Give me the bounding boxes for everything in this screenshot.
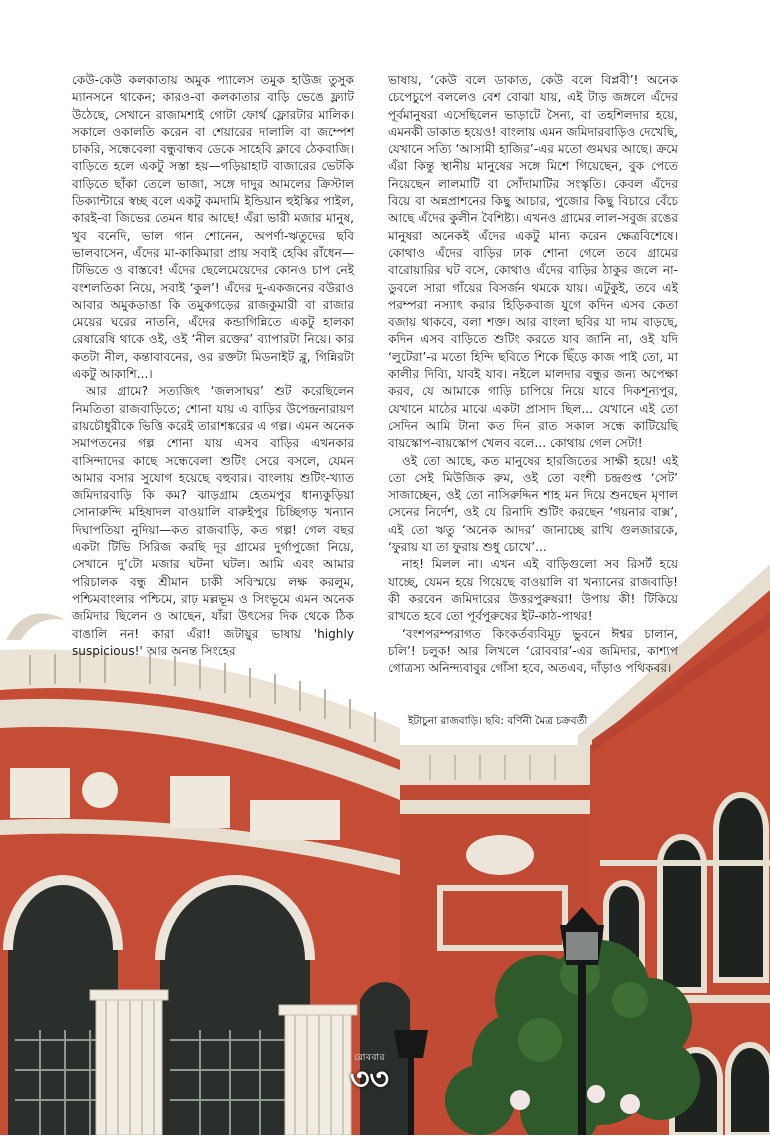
left-column — [72, 72, 354, 660]
right-paragraph: ভাষায়, ‘কেউ বলে ডাকাত, কেউ বলে বিপ্লবী’! অনেক চেপেচুপে বললেও বেশ বোঝা যায়, এই টাড় জঙ্গলে এঁদের পূর্বমানুষরা এসেছিলেন ভাড়াটে সৈন্য, বা তহশিলদার হয়ে, এমনকী ডাকাত হয়েও! বাংলায় এমন জমিদারবাড়িও দেখেছি, যেখানে সত্যি ‘আসামী হাজির’-এর মতো গুমঘর আছে। ক্রমে এঁরা কিন্তু স্থানীয় মানুষের সঙ্গে মিশে গিয়েছেন, বুক পেতে নিয়েছেন লালমাটি বা সোঁদামাটির সংস্কৃতি। কেবল এঁদের বিয়ে বা অন্নপ্রাশনের কিছু আচার, পুজোর কিছু বিচারে বেঁচে আছে এঁদের কুলীন বৈশিষ্ট্য। এখনও গ্রামের লাল-সবুজ রঙের মানুষরা অনেকই এঁদের একটু মান্য করেন ক্ষেত্রবিশেষে। কোথাও এঁদের বাড়ির ঢাক শোনা গেলে তবে গ্রামের বারোয়ারির ঘট বসে, কোথাও এঁদের বাড়ির ঠাকুর জলে না-ডুবলে সারা গাঁয়ের বিসর্জন থমকে যায়। এটুকুই, তবে এই পরম্পরা নস্যাৎ করার হিড়িকবাজ যুগে কদিন এসব কেতা বজায় থাকবে, বলা শক্ত। আর বাংলা ছবির যা দাম বাড়ছে, কদিন এসব বাড়িতে শুটিং করতে যাব জানি না, ওই যদি ‘লুটেরা’-র মতো হিন্দি ছবিতে শিকে ছিঁড়ে কাজ পাই তো, মা কালীর দিব্যি, যাবই যাব। নইলে মালদার বন্ধুর জন্য অপেক্ষা করব, যে আমাকে গাড়ি চাপিয়ে নিয়ে যাবে দিকশূন্যপুর, যেখানে মাঠের মাঝে একটা প্রাসাদ ছিল... যেখানে এই তো সেদিন আমি টানা কত দিন রাত সকাল সন্ধে কাটিয়েছি বায়স্কোপ-বায়স্কোপ খেলব বলে... কোথায় গেল সেটা! — [388, 73, 678, 451]
right-paragraph: ওই তো আছে, কত মানুষের হারজিতের সাক্ষী হয়ে! এই তো সেই মিউজিক রুম, ওই তো বংশী চন্দ্রগুপ্ত ‘সেট’ সাজাচ্ছেন, ওই তো নাসিরুদ্দিন শাহ মন দিয়ে শুনছেন মৃণাল সেনের নির্দেশ, ওই যে রিনাদি শুটিং করছেন ‘গয়নার বাক্স’, এই তো ঋতু ‘অনেক আদর’ জানাচ্ছে রাখি গুলজারকে, ‘ফুরায় যা তা ফুরায় শুধু চোখে’... — [388, 453, 678, 555]
photo-caption: ইটাচুনা রাজবাড়ি। ছবি: বর্ণিনী মৈত্র চক্রবর্তী — [408, 715, 588, 727]
left-paragraph: কেউ-কেউ কলকাতায় অমুক প্যালেস তমুক হাউজ তুসুক ম্যানসনে থাকেন; কারও-বা কলকাতার বাড়ি ভেঙে ফ্ল্যাট উঠেছে, সেখানে রাজামশাই গোটা ফোর্থ ফ্লোরটার মালিক। সকালে ওকালতি করেন বা শেয়ারের দালালি বা জম্পেশ চাকরি, সন্ধেবেলা বন্ধুবান্ধব ডেকে সাহেবি ক্লাবে ঠেকবাজি। বাড়িতে হলে একটু সস্তা হয়—গড়িয়াহাট বাজারের ভেটকি বাড়িতে ছাঁকা তেলে ভাজা, সঙ্গে দাদুর আমলের ক্রিস্টাল ডিক্যান্টারে স্বচ্ছ বলে একটু কমদামি ইন্ডিয়ান হুইস্কির পাইল, কারই-বা জিভের তেমন ধার আছে! এঁরা ভারী মজার মানুষ, খুব বনেদি, ভাল গান শোনেন, অপর্ণা-ঋতুদের ছবি ভালবাসেন, এঁদের মা-কাকিমারা প্রায় সবাই হেব্বি রাঁধেন—টিভিতে ও বাস্তবে! এঁদের ছেলেমেয়েদের কোনও চাপ নেই বংশলতিকা নিয়ে, সবাই ‘কুল’! এঁদের দু-একজনের বউরাও আবার অমুকডাঙা কি তমুকগড়ের রাজকুমারী বা রাজার মেয়ের ঘরের নাতনি, এঁদের কন্ডাগিন্নিতে একটু হালকা রেষারেষি থাকে ওই, ওই ‘নীল রক্তের’ ব্যাপারটা নিয়ে। কার কতটা নীল, কন্তাবাবনের, ওর রক্তটা মিডনাইট ব্লু, গিন্নিরটা একটু আকাশি...। — [72, 73, 354, 382]
right-paragraph: ‘বংশপরম্পরাগত কিংকর্তব্যবিমূঢ় ভুবনে ঈশ্বর চালান, চলি’! চলুক! আর লিখলে ‘রোববার’-এর জমিদার, কাশ্যপ গোত্রস্য অনিন্দ্যবাবুর গোঁসা হবে, অতএব, দাঁড়াও পথিকবর। — [388, 626, 678, 676]
page-number: ৩৩ — [350, 1062, 390, 1097]
page-folio — [350, 1050, 389, 1095]
right-paragraph: নাহ! মিলল না। এখন এই বাড়িগুলো সব রিসর্ট হয়ে যাচ্ছে, যেমন হয়ে গিয়েছে বাওয়ালি বা খন্যানের রাজবাড়ি! কী করবেন জমিদারের উত্তরপুরুষরা! উপায় কী! টিকিয়ে রাখতে হবে তো পূর্বপুরুষের ইট-কাঠ-পাথর! — [388, 557, 678, 624]
magazine-name: রোববার — [354, 1053, 385, 1063]
left-paragraph: আর গ্রামে? সত্যজিৎ ‘জলসাঘর’ শুট করেছিলেন নিমতিতা রাজবাড়িতে; শোনা যায় এ বাড়ির উপেন্দ্রনারায়ণ রায়চৌধুরীকে ভিত্তি করেই তারাশঙ্করের এ গল্প। এমন অনেক সমাপতনের গল্প শোনা যায় এসব বাড়ির এখনকার বাসিন্দাদের কাছে সন্ধেবেলা শুটিং সেরে বসলে, যেমন আমার বসার সুযোগ হয়েছে বহুবার। বাংলায় শুটিং-খ্যাত জমিদারবাড়ি কি কম? ঝাড়গ্রাম হেতমপুর ধান্যকুড়িয়া সোনারুন্দি মহিষাদল বাওয়ালি বারুইপুর চিচ্ছিগড় খন্যান দিঘাপতিয়া নুদিয়া—কত রাজবাড়ি, কত গল্প! গেল বছর একটা টিভি সিরিজ করছি দূর গ্রামের দুর্গাপুজো নিয়ে, সেখানে দু’টো মজার ঘটনা ঘটল। আমি এবং আমার পরিচালক বন্ধু শ্রীমান চাকী সবিস্ময়ে লক্ষ করলুম, পশ্চিমবাংলার পশ্চিমে, রাঢ় মল্লভূম ও সিংভূমে এমন অনেক জমিদার ছিলেন ও আছেন, যাঁরা উৎসের দিক থেকে ঠিক বাঙালি নন! কারা এঁরা! জটায়ুর ভাষায় 'highly suspicious!' আর অনন্ত সিংহের — [72, 384, 354, 658]
right-column — [388, 72, 678, 677]
